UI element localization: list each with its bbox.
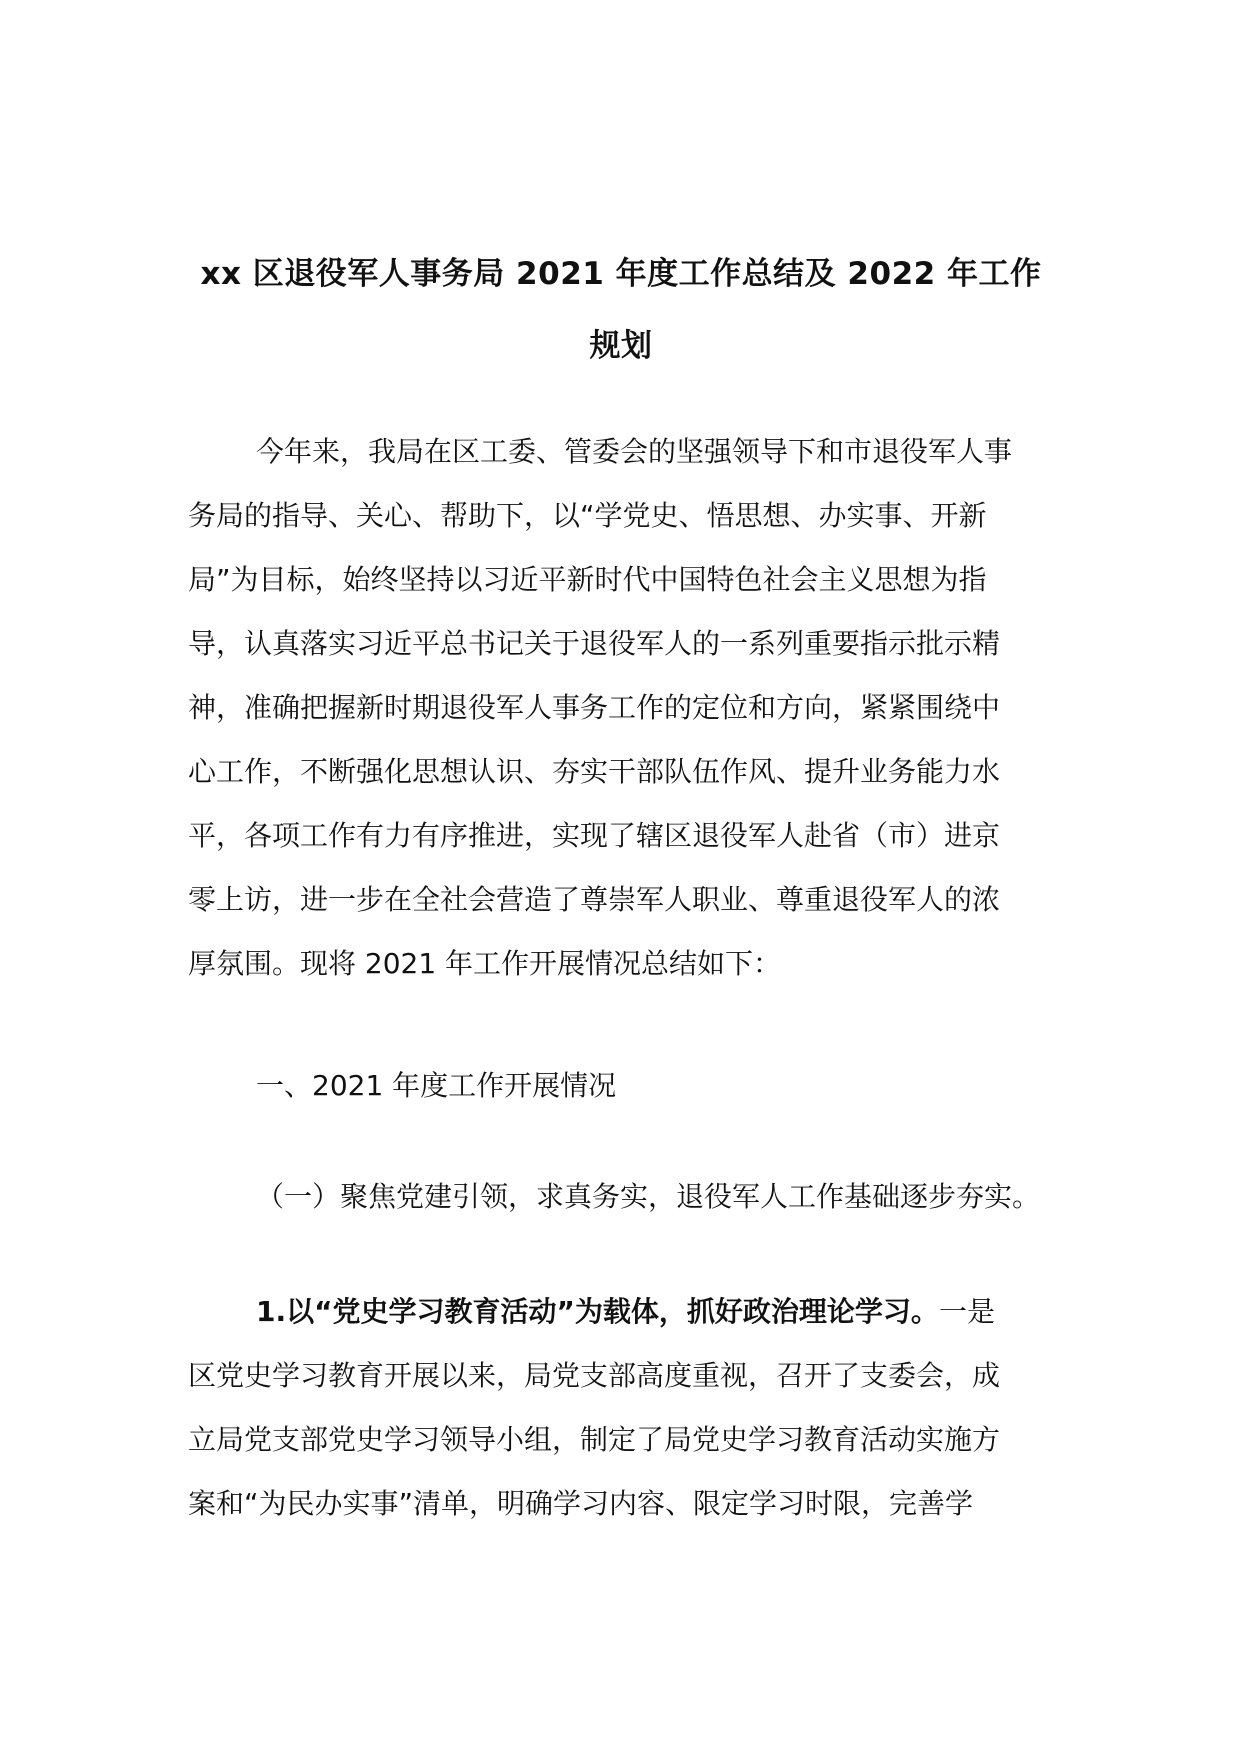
paragraph-line: 务局的指导、关心、帮助下，以“学党史、悟思想、办实事、开新 (188, 499, 987, 532)
item-bold-lead: 1.以“党史学习教育活动”为载体，抓好政治理论学习。 (256, 1295, 939, 1328)
paragraph-line: 局”为目标，始终坚持以习近平新时代中国特色社会主义思想为指 (188, 563, 987, 596)
intro-paragraph (188, 420, 1068, 996)
paragraph-line: 区党史学习教育开展以来，局党支部高度重视，召开了支委会，成 (188, 1359, 1001, 1392)
paragraph-line: 厚氛围。现将 2021 年工作开展情况总结如下： (188, 947, 782, 980)
paragraph-line: 案和“为民办实事”清单，明确学习内容、限定学习时限，完善学 (188, 1487, 974, 1520)
item-first-line-rest: 一是 (938, 1295, 995, 1328)
document-title (188, 238, 1054, 382)
paragraph-first-line (188, 1280, 1068, 1344)
paragraph-line: 今年来，我局在区工委、管委会的坚强领导下和市退役军人事 (256, 435, 1013, 468)
paragraph-line: 导，认真落实习近平总书记关于退役军人的一系列重要指示批示精 (188, 627, 1001, 660)
paragraph-line: 平，各项工作有力有序推进，实现了辖区退役军人赴省（市）进京 (188, 819, 1001, 852)
paragraph-line: 立局党支部党史学习领导小组，制定了局党史学习教育活动实施方 (188, 1423, 1001, 1456)
subsection-heading-text: （一）聚焦党建引领，求真务实，退役军人工作基础逐步夯实。 (256, 1180, 1041, 1213)
item-paragraph (188, 1280, 1068, 1536)
title-line: xx 区退役军人事务局 2021 年度工作总结及 2022 年工作 (200, 256, 1042, 292)
paragraph-line: 零上访，进一步在全社会营造了尊崇军人职业、尊重退役军人的浓 (188, 883, 1001, 916)
subsection-heading (188, 1165, 1068, 1229)
paragraph-line: 神，准确把握新时期退役军人事务工作的定位和方向，紧紧围绕中 (188, 691, 1001, 724)
section-heading-text: 一、2021 年度工作开展情况 (256, 1069, 617, 1102)
title-line: 规划 (589, 328, 653, 364)
paragraph-line: 心工作，不断强化思想认识、夯实干部队伍作风、提升业务能力水 (188, 755, 1001, 788)
section-heading (188, 1054, 1068, 1118)
